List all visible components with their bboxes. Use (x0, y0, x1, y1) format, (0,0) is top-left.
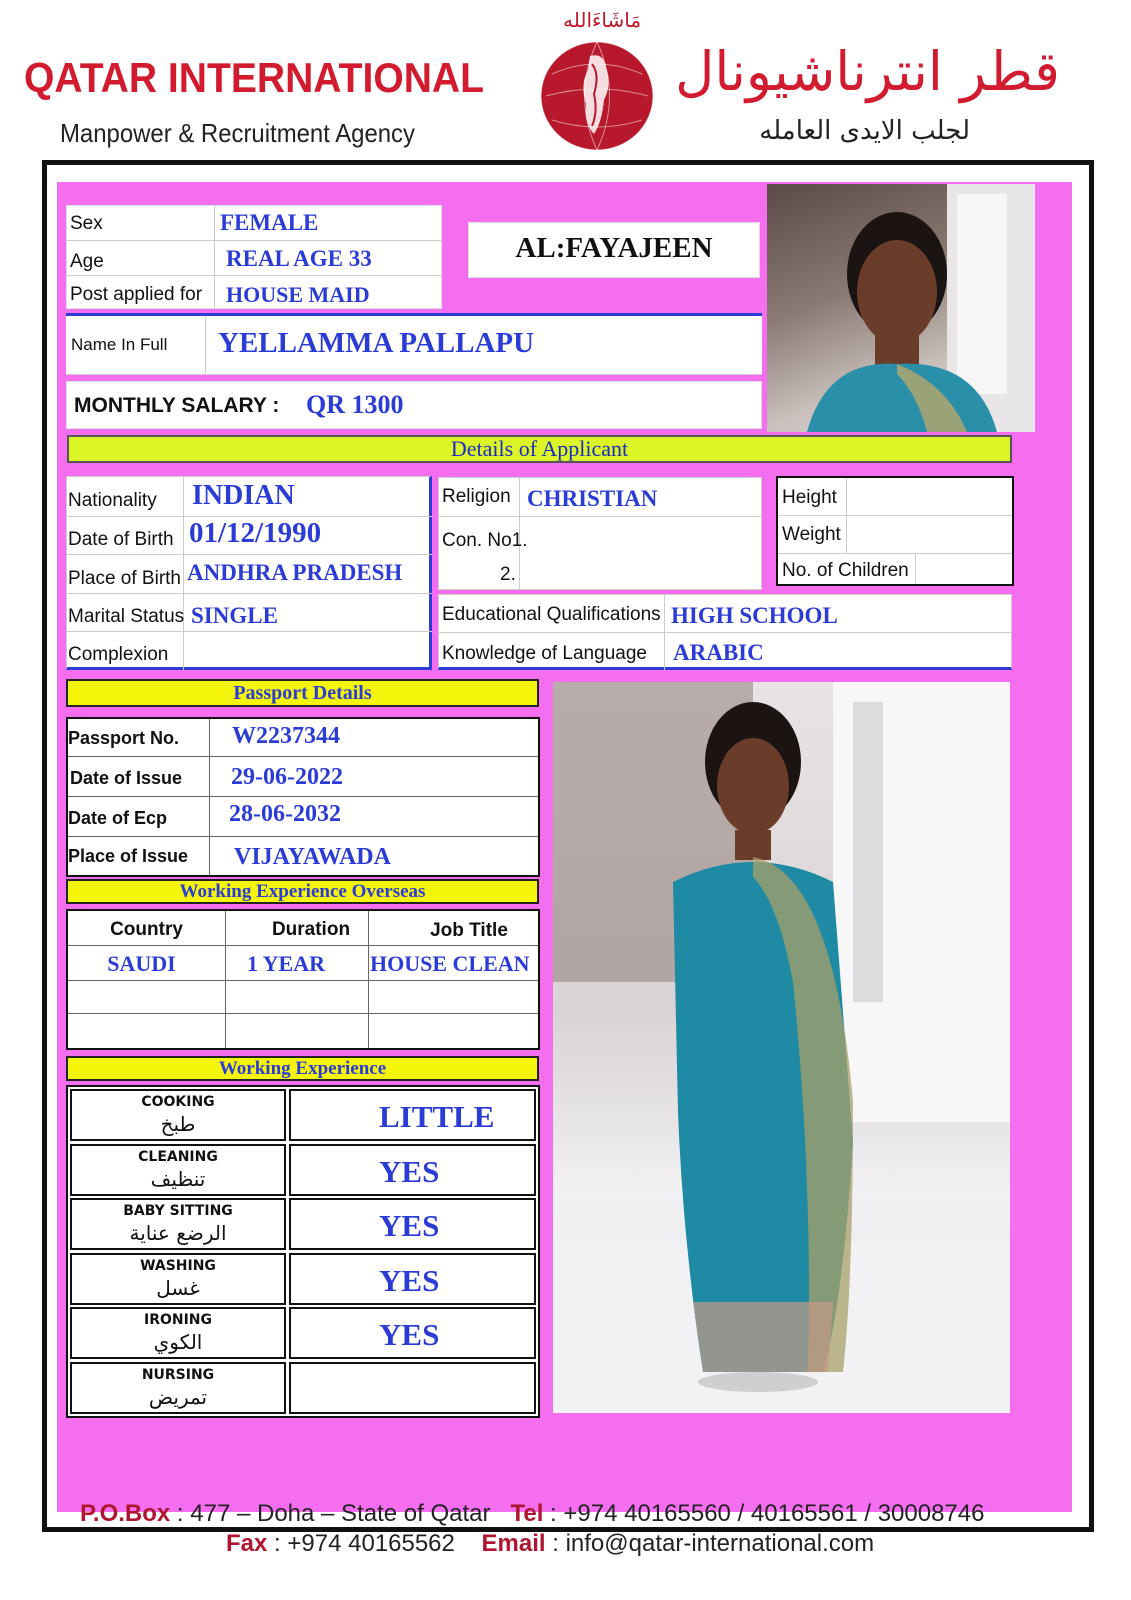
applicant-photo-portrait (767, 184, 1035, 432)
passport-title-bar: Passport Details (66, 679, 539, 707)
divider (66, 240, 442, 241)
divider (778, 553, 1012, 554)
divider (66, 554, 432, 555)
divider (205, 316, 206, 375)
pob-label: Place of Birth (68, 568, 181, 589)
tel-value: : +974 40165560 / 40165561 / 30008746 (543, 1500, 985, 1527)
applicant-photo-full (553, 682, 1010, 1413)
divider (66, 631, 432, 632)
pobox-value: : 477 – Doha – State of Qatar (170, 1500, 491, 1527)
experience-row (70, 1307, 286, 1359)
skill-level-value: YES (379, 1317, 440, 1352)
divider (68, 796, 538, 797)
age-label: Age (70, 251, 104, 272)
divider (214, 205, 215, 309)
pob-value: ANDHRA PRADESH (187, 560, 403, 585)
sex-label: Sex (70, 213, 103, 234)
email-label: Email (481, 1530, 546, 1557)
religion-label: Religion (442, 486, 511, 507)
fax-value: : +974 40165562 (267, 1530, 455, 1557)
brand-name-en: QATAR INTERNATIONAL (24, 54, 484, 101)
skill-level-value: YES (379, 1263, 440, 1298)
skill-name-ar: طبخ (160, 1112, 196, 1136)
skill-name-en: BABY SITTING (123, 1203, 233, 1219)
agency-code: AL:FAYAJEEN (515, 232, 713, 264)
skill-name-en: NURSING (141, 1367, 215, 1383)
skill-name-en: IRONING (143, 1312, 213, 1328)
complexion-label: Complexion (68, 644, 169, 665)
divider (66, 275, 442, 276)
issue-date-label: Date of Issue (70, 768, 183, 788)
contact2-label: 2. (500, 564, 516, 585)
overseas-duration-value: 1 YEAR (246, 951, 326, 976)
experience-row (70, 1144, 286, 1196)
language-value: ARABIC (673, 640, 764, 665)
email-value: : info@qatar-international.com (545, 1530, 875, 1557)
issue-place-label: Place of Issue (68, 846, 189, 866)
overseas-header-duration: Duration (271, 919, 351, 940)
skill-name-en: COOKING (141, 1094, 215, 1110)
weight-label: Weight (782, 524, 841, 545)
fax-label: Fax (226, 1530, 268, 1557)
skill-name-ar: غسل (156, 1276, 200, 1300)
divider (68, 945, 538, 946)
overseas-job-value: HOUSE CLEAN (370, 951, 530, 976)
post-value: HOUSE MAID (226, 282, 370, 307)
experience-title-bar: Working Experience (66, 1056, 539, 1081)
footer-line-2 (226, 1530, 874, 1558)
overseas-header-country: Country (110, 919, 183, 940)
dob-value: 01/12/1990 (189, 517, 322, 549)
language-label: Knowledge of Language (442, 643, 647, 664)
experience-row (70, 1253, 286, 1305)
dob-label: Date of Birth (68, 529, 174, 550)
skill-level-value: YES (379, 1208, 440, 1243)
brand-subtitle-ar: لجلب الايدى العامله (759, 116, 970, 146)
divider (438, 632, 1012, 633)
overseas-title-bar: Working Experience Overseas (66, 879, 539, 904)
height-label: Height (782, 487, 837, 508)
nationality-value: INDIAN (192, 480, 295, 511)
skill-name-ar: تمريض (148, 1385, 208, 1409)
divider (68, 756, 538, 757)
mashallah-text: مَاشَاءَالله (563, 8, 642, 32)
skill-level-cell (289, 1089, 536, 1141)
experience-row (70, 1362, 286, 1414)
post-label: Post applied for (70, 284, 203, 305)
brand-name-ar: قطر انترناشيونال (675, 40, 1060, 103)
footer-line-1 (80, 1500, 984, 1528)
divider (68, 980, 538, 981)
skill-name-ar: الرضع عناية (129, 1221, 227, 1245)
experience-row (70, 1089, 286, 1141)
tel-label: Tel (510, 1500, 544, 1527)
contact1-label: Con. No1. (442, 530, 528, 551)
salary-value: QR 1300 (306, 390, 404, 419)
divider (438, 516, 762, 517)
age-value: REAL AGE 33 (226, 246, 372, 271)
divider (68, 1013, 538, 1014)
divider (778, 515, 1012, 516)
issue-place-value: VIJAYAWADA (234, 844, 391, 870)
skill-name-en: CLEANING (138, 1149, 218, 1165)
overseas-country-value: SAUDI (107, 951, 176, 976)
globe-logo-icon (532, 34, 662, 154)
skill-level-cell (289, 1198, 536, 1250)
skill-name-ar: الكوي (153, 1330, 203, 1354)
skill-level-cell (289, 1362, 536, 1414)
divider (915, 553, 916, 584)
overseas-header-job: Job Title (430, 920, 508, 941)
sex-value: FEMALE (220, 210, 319, 235)
skill-level-value: LITTLE (379, 1099, 495, 1134)
skill-name-ar: تنظيف (150, 1167, 206, 1191)
divider (66, 593, 432, 594)
skill-level-value: YES (379, 1154, 440, 1189)
pobox-label: P.O.Box (80, 1500, 171, 1527)
passport-no-label: Passport No. (68, 728, 180, 748)
expiry-date-value: 28-06-2032 (229, 801, 341, 827)
children-label: No. of Children (782, 560, 909, 581)
details-title-bar: Details of Applicant (67, 435, 1012, 463)
divider (68, 836, 538, 837)
name-value: YELLAMMA PALLAPU (218, 327, 535, 359)
divider (209, 719, 210, 875)
brand-subtitle-en: Manpower & Recruitment Agency (60, 118, 415, 148)
name-label: Name In Full (71, 335, 168, 354)
religion-value: CHRISTIAN (527, 486, 658, 511)
divider (183, 476, 184, 670)
salary-label: MONTHLY SALARY : (74, 394, 280, 417)
issue-date-value: 29-06-2022 (231, 764, 343, 790)
passport-no-value: W2237344 (232, 723, 340, 749)
marital-label: Marital Status (68, 606, 185, 627)
education-value: HIGH SCHOOL (671, 603, 838, 628)
skill-name-en: WASHING (140, 1258, 216, 1274)
marital-value: SINGLE (191, 603, 278, 628)
skill-level-cell (289, 1253, 536, 1305)
experience-row (70, 1198, 286, 1250)
skill-level-cell (289, 1307, 536, 1359)
education-label: Educational Qualifications (442, 604, 661, 625)
expiry-date-label: Date of Ecp (68, 808, 168, 828)
skill-level-cell (289, 1144, 536, 1196)
nationality-label: Nationality (68, 490, 157, 511)
